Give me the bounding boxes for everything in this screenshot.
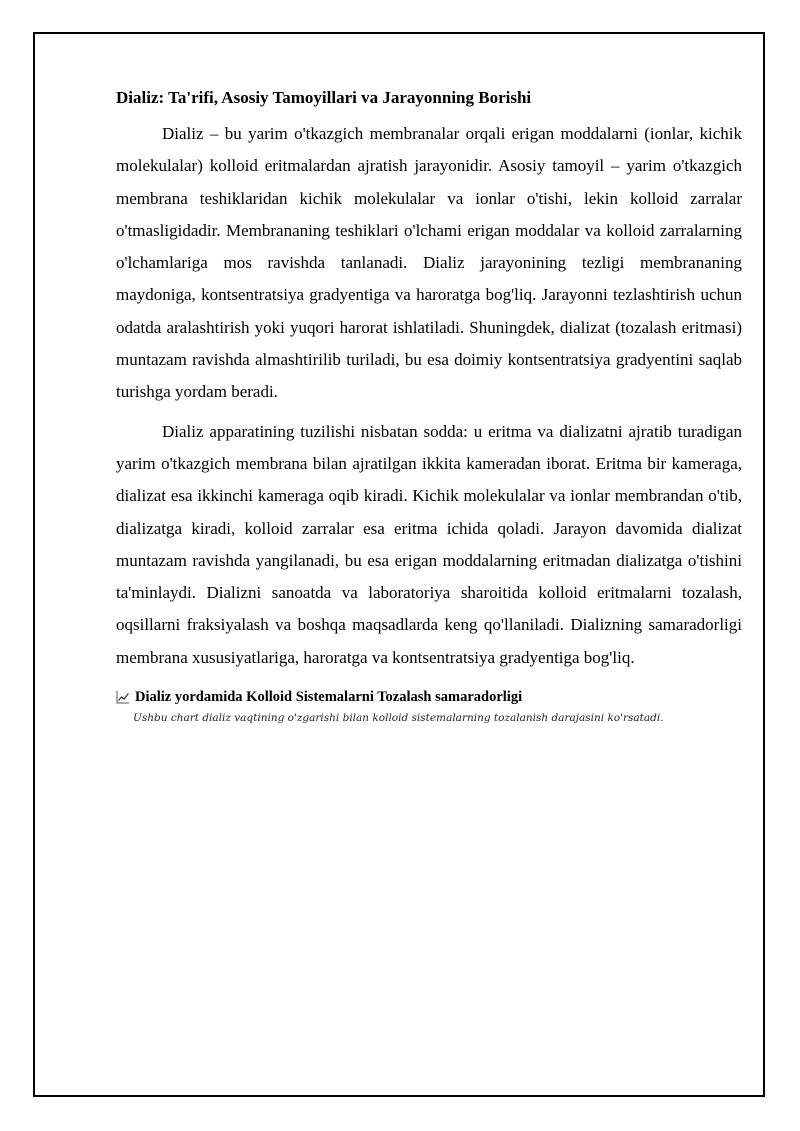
paragraph-apparatus: Dializ apparatining tuzilishi nisbatan sodda: u eritma va dializatni ajratib turadigan yarim o'tkazgich membrana bilan ajratilgan ikkita kameradan iborat. Eritma bir kameraga, dializat esa ikkinchi kameraga oqib kiradi. Kichik molekulalar va ionlar membrandan o'tib, dializatga kiradi, kolloid zarralar esa eritma ichida qoladi. Jarayon davomida dializat muntazam ravishda yangilanadi, bu esa erigan moddalarning eritmadan dializatga o'tishini ta'minlaydi. Dializni sanoatda va laboratoriya sharoitida kolloid eritmalarni tozalash, oqsillarni fraksiyalash va boshqa maqsadlarda keng qo'llaniladi. Dializning samaradorligi membrana xususiyatlariga, haroratga va kontsentratsiya gradyentiga bog'liq. [116, 421, 742, 667]
document-body [116, 86, 742, 726]
paragraph-definition: Dializ – bu yarim o'tkazgich membranalar orqali erigan moddalarni (ionlar, kichik molekulalar) kolloid eritmalardan ajratish jarayonidir. Asosiy tamoyil – yarim o'tkazgich membrana teshiklaridan kichik molekulalar va ionlar o'tishi, lekin kolloid zarralar o'tmasligidadir. Membrananing teshiklari o'lchami erigan moddalar va kolloid zarralarning o'lchamlariga mos ravishda tanlanadi. Dializ jarayonining tezligi membrananing maydoniga, kontsentratsiya gradyentiga va haroratga bog'liq. Jarayonni tezlashtirish uchun odatda aralashtirish yoki yuqori harorat ishlatiladi. Shuningdek, dializat (tozalash eritmasi) muntazam ravishda almashtirilib turiladi, bu esa doimiy kontsentratsiya gradyentini saqlab turishga yordam beradi. [116, 124, 742, 402]
document-title: Dializ: Ta'rifi, Asosiy Tamoyillari va Jarayonning Borishi [116, 88, 532, 107]
chart-section [116, 687, 742, 726]
chart-line-icon [116, 690, 130, 704]
chart-caption: Ushbu chart dializ vaqtining o'zgarishi bilan kolloid sistemalarning tozalanish darajasini ko'rsatadi. [133, 712, 664, 725]
chart-heading: Dializ yordamida Kolloid Sistemalarni Tozalash samaradorligi [135, 689, 523, 706]
chart-heading-row [116, 687, 742, 707]
